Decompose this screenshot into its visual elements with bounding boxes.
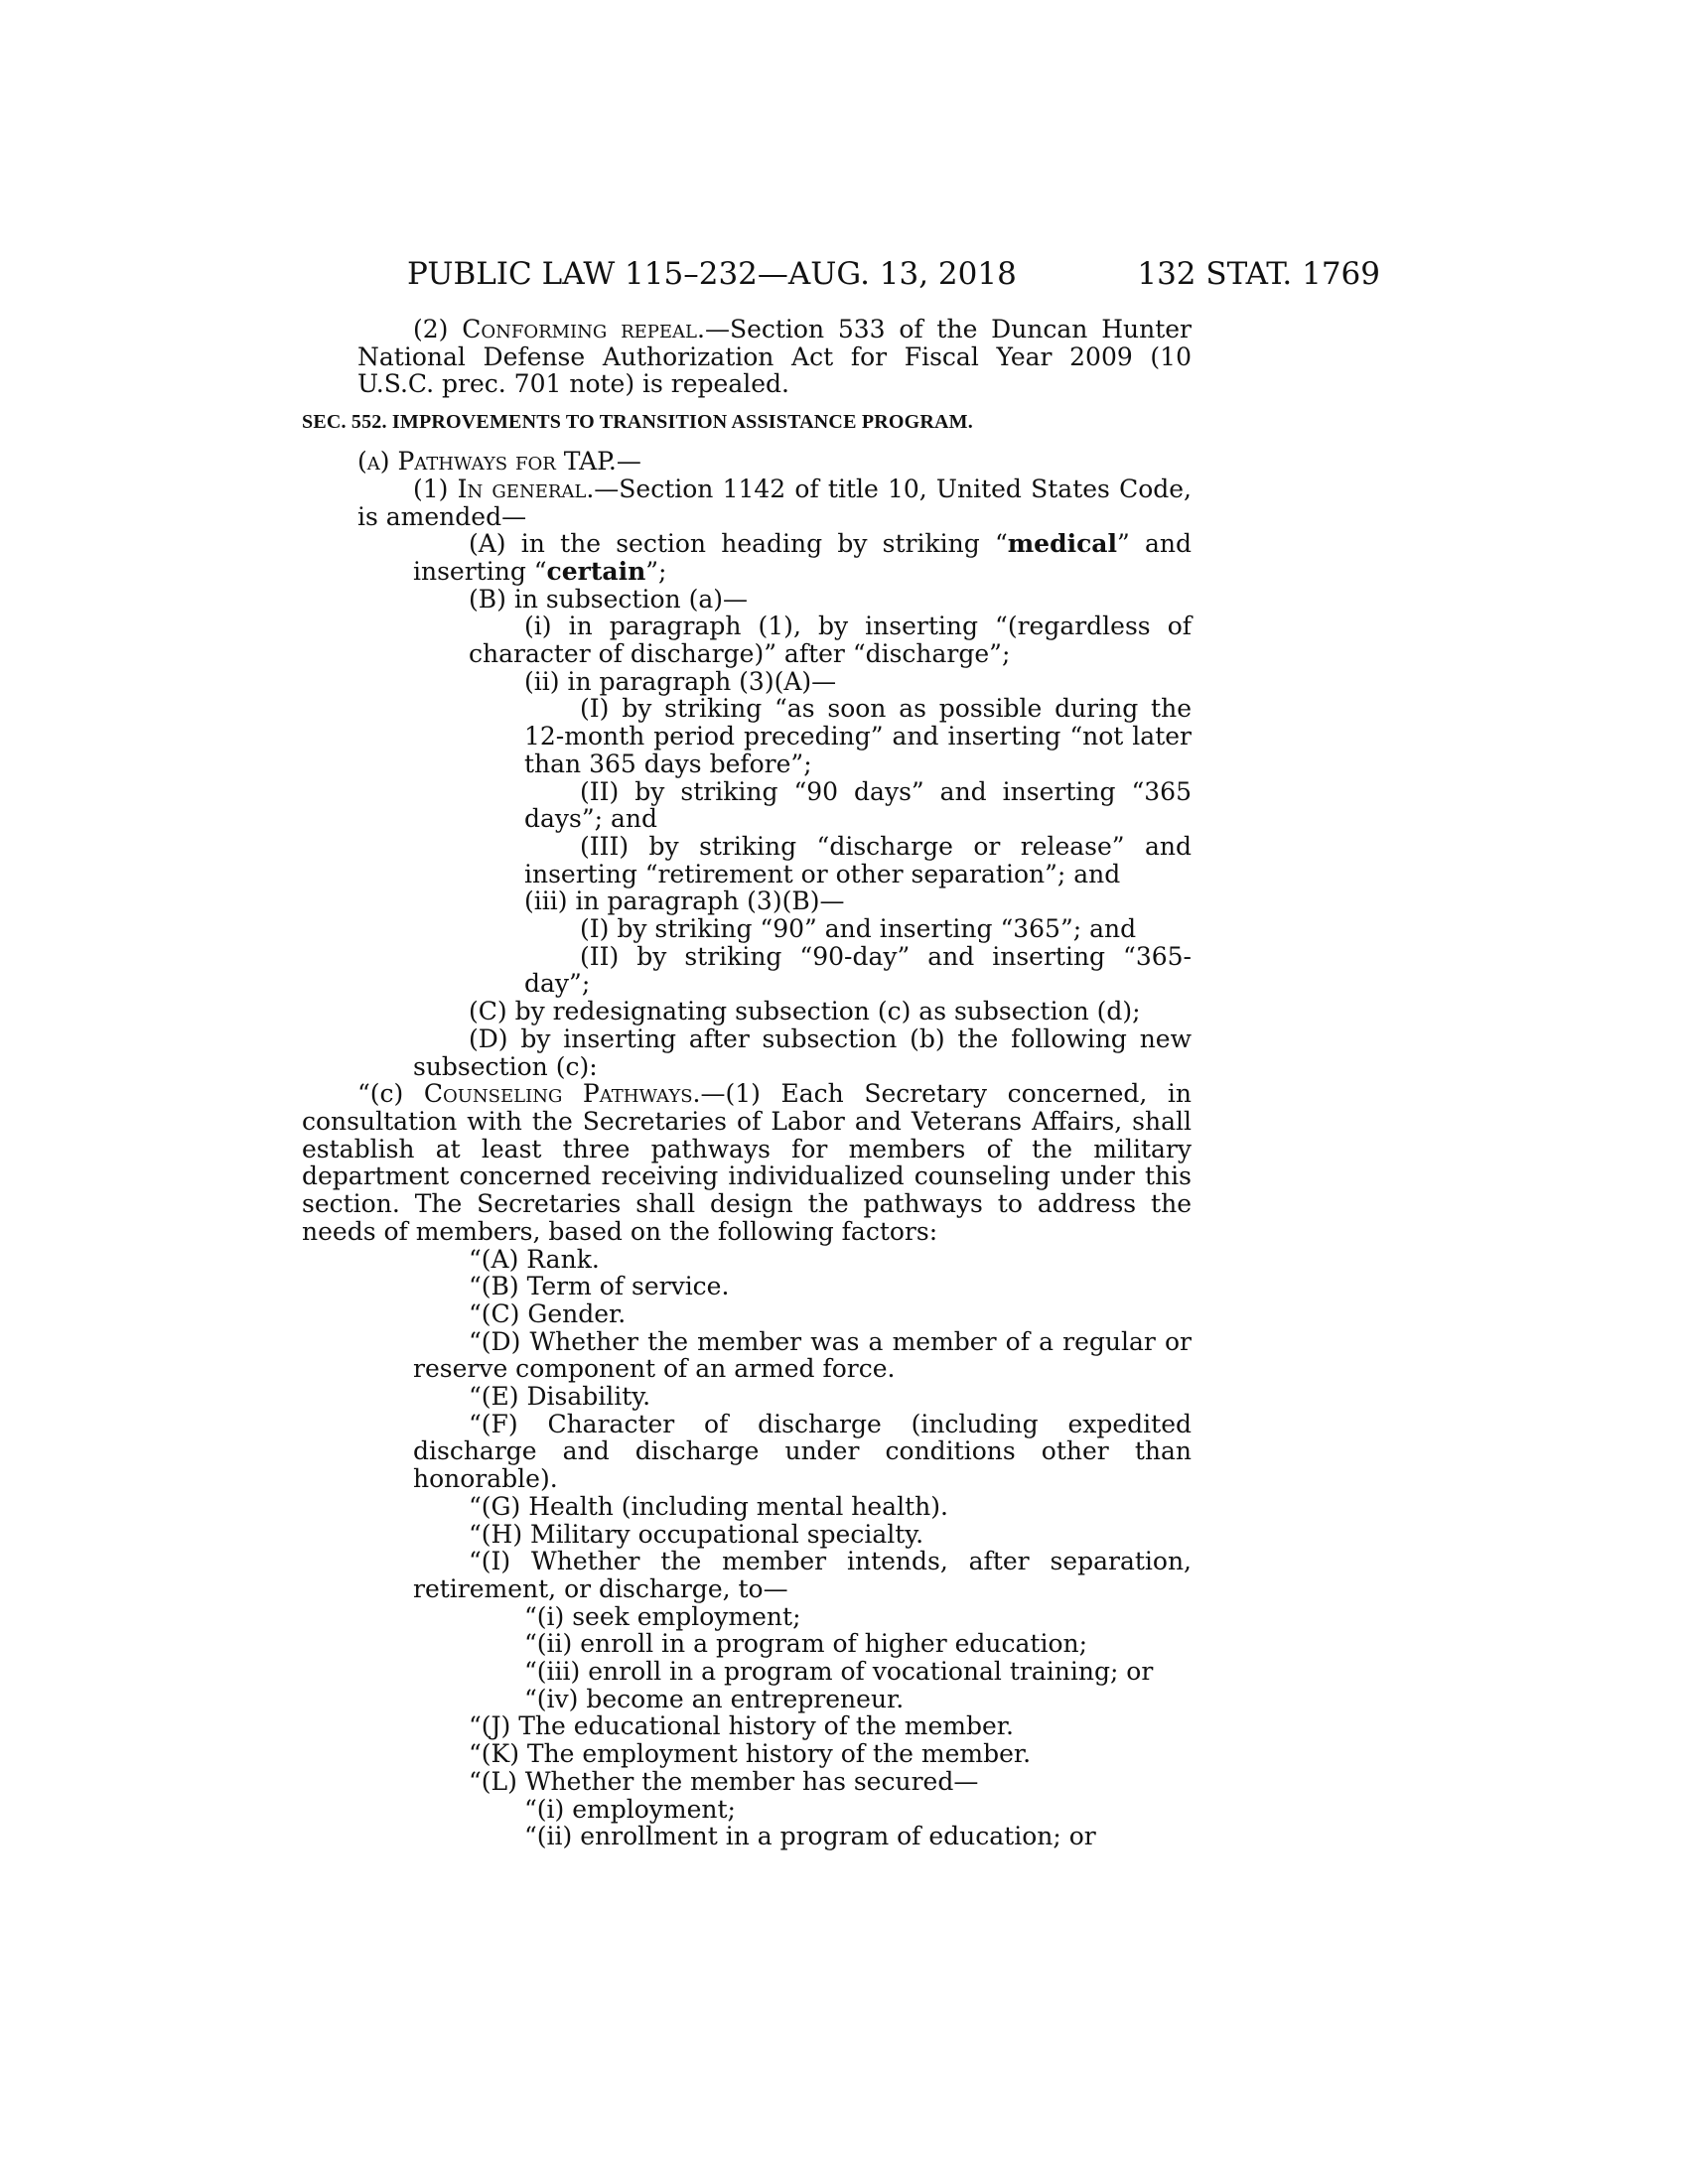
factor-L-ii: “(ii) enrollment in a program of education; or [524,1822,1096,1851]
factor-I-i: “(i) seek employment; [524,1601,801,1631]
bold-term-medical: medical [1007,529,1117,559]
clause-C: (C) by redesignating subsection (c) as subsection (d); [469,997,1141,1026]
bold-term-certain: certain [546,556,646,586]
factor-L: “(L) Whether the member has secured— [469,1766,979,1796]
subsection-c-counseling-pathways [302,1080,1192,1245]
clause-B-iii: (iii) in paragraph (3)(B)— [524,887,845,916]
header-stat-page: 132 STAT. 1769 [1137,256,1380,292]
subsection-prefix: “(c) [357,1079,424,1109]
paragraph-text: —Section 1142 of title 10, United States Code, is amended— [357,474,1192,531]
paragraph-conforming-repeal [302,316,1192,398]
paragraph-lead: (2) Conforming repeal. [413,315,705,343]
factor-D: “(D) Whether the member was a member of a regular or reserve component of an armed force. [413,1326,1192,1384]
factor-E: “(E) Disability. [469,1382,651,1412]
paragraph-1-in-general [302,476,1192,530]
header-law-citation: PUBLIC LAW 115–232—AUG. 13, 2018 [407,256,1017,292]
page-header [407,254,1380,294]
subsection-lead: Counseling Pathways. [423,1079,701,1109]
section-heading: SEC. 552. IMPROVEMENTS TO TRANSITION ASSISTANCE PROGRAM. [302,411,973,434]
factor-C: “(C) Gender. [469,1298,627,1328]
factor-I-ii: “(ii) enroll in a program of higher education; [524,1629,1088,1659]
subsection-lead: (a) Pathways for TAP. [357,447,617,477]
factor-I: “(I) Whether the member intends, after separation, retirement, or discharge, to— [413,1547,1192,1603]
factor-I-iv: “(iv) become an entrepreneur. [524,1684,905,1713]
subsection-text: —(1) Each Secretary concerned, in consultation with the Secretaries of Labor and Veterans Affairs, shall establish at least three pathways for members of the military department concerned receiving individualized counseling under this section. The Secretaries shall design the pathways to address the needs of members, based on the following factors: [302,1079,1192,1246]
paragraph-lead: (1) In general. [413,474,595,503]
factor-I-iii: “(iii) enroll in a program of vocational training; or [524,1657,1154,1687]
subsection-text: — [616,447,641,477]
clause-text: ” and inserting “ [413,529,1192,586]
factor-J: “(J) The educational history of the member. [469,1711,1014,1741]
factor-B: “(B) Term of service. [469,1272,730,1301]
clause-B-ii-I: (I) by striking “as soon as possible during the 12-month period preceding” and inserting “not later than 365 days before”; [524,694,1192,778]
factor-F: “(F) Character of discharge (including expedited discharge and discharge under conditions other than honorable). [413,1409,1192,1494]
document-body [302,316,1192,1850]
clause-text: ”; [645,556,667,586]
factor-K: “(K) The employment history of the member. [469,1739,1032,1769]
factor-L-i: “(i) employment; [524,1794,736,1824]
factor-A: “(A) Rank. [469,1244,600,1274]
clause-A [302,530,1192,585]
clause-B-ii-III: (III) by striking “discharge or release” and inserting “retirement or other separation”; and [524,831,1192,888]
subsection-a [302,448,1192,476]
clause-B-iii-II: (II) by striking “90-day” and inserting “365-day”; [524,941,1192,999]
clause-B-ii-II: (II) by striking “90 days” and inserting “365 days”; and [524,776,1192,834]
factor-H: “(H) Military occupational specialty. [469,1519,924,1549]
clause-B: (B) in subsection (a)— [469,584,748,614]
clause-B-i: (i) in paragraph (1), by inserting “(regardless of character of discharge)” after “discharge”; [469,612,1192,669]
clause-D: (D) by inserting after subsection (b) the following new subsection (c): [413,1024,1192,1081]
clause-B-ii: (ii) in paragraph (3)(A)— [524,666,837,696]
factor-G: “(G) Health (including mental health). [469,1491,948,1521]
paragraph-text: —Section 533 of the Duncan Hunter National Defense Authorization Act for Fiscal Year 2009 (10 U.S.C. prec. 701 note) is repealed. [357,315,1192,399]
clause-text: (A) in the section heading by striking “ [469,529,1008,559]
clause-B-iii-I: (I) by striking “90” and inserting “365”; and [580,914,1137,944]
